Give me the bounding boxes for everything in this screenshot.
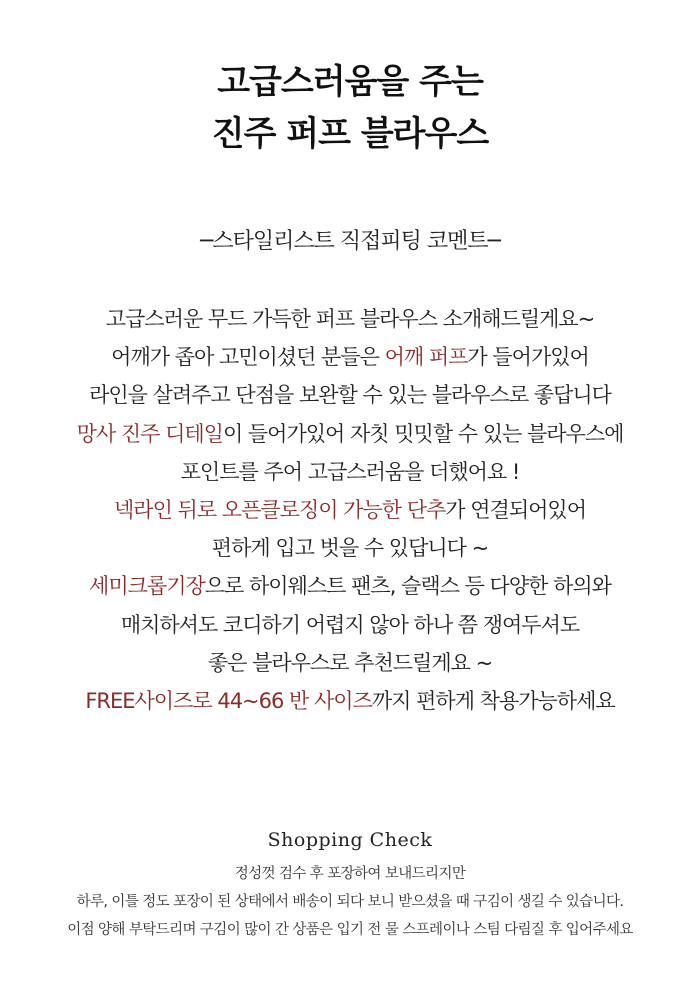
comment-line: 포인트를 주어 고급스러움을 더했어요 ! xyxy=(180,459,520,484)
highlight-text: 넥라인 뒤로 오픈클로징이 가능한 단추 xyxy=(114,497,446,522)
comment-line: 고급스러운 무드 가득한 퍼프 블라우스 소개해드릴게요~ xyxy=(105,307,595,331)
page-title xyxy=(0,56,700,160)
stylist-comment-heading: ─스타일리스트 직접피팅 코멘트─ xyxy=(200,229,500,254)
comment-line xyxy=(0,682,700,720)
comment-line: 매치하셔도 코디하기 어렵지 않아 하나 쯤 쟁여두셔도 xyxy=(120,612,580,637)
comment-text: 으로 하이웨스트 팬츠, 슬랙스 등 다양한 하의와 xyxy=(204,574,611,599)
comment-line xyxy=(0,415,700,453)
comment-text: 어깨가 좁아 고민이셨던 분들은 xyxy=(111,345,385,370)
highlight-text: 세미크롭기장 xyxy=(89,574,205,599)
comment-line: 좋은 블라우스로 추천드릴게요 ~ xyxy=(207,650,493,675)
highlight-text: 어깨 퍼프 xyxy=(384,345,468,370)
notice-line: 이점 양해 부탁드리며 구김이 많이 간 상품은 입기 전 물 스프레이나 스팀 다림질 후 입어주세요 xyxy=(67,922,633,938)
title-line-2: 진주 퍼프 블라우스 xyxy=(211,114,489,154)
stylist-comment-body xyxy=(0,300,700,720)
comment-text: 이 들어가있어 자칫 밋밋할 수 있는 블라우스에 xyxy=(222,421,624,446)
comment-line: 편하게 입고 벗을 수 있답니다 ~ xyxy=(211,536,489,561)
comment-text: 까지 편하게 착용가능하세요 xyxy=(371,688,615,713)
shopping-check-title: Shopping Check xyxy=(267,829,433,851)
comment-line xyxy=(0,491,700,529)
notice-line: 정성껏 검수 후 포장하여 보내드리지만 xyxy=(234,866,466,882)
comment-text: 가 연결되어있어 xyxy=(445,497,586,522)
shopping-check-notice xyxy=(0,860,700,944)
highlight-text: 망사 진주 디테일 xyxy=(76,421,223,446)
comment-line xyxy=(0,338,700,376)
highlight-text: FREE사이즈로 44~66 반 사이즈 xyxy=(85,688,372,713)
comment-line xyxy=(0,567,700,605)
title-line-1: 고급스러움을 주는 xyxy=(217,62,483,102)
notice-line: 하루, 이틀 정도 포장이 된 상태에서 배송이 되다 보니 받으셨을 때 구김이 생길 수 있습니다. xyxy=(76,894,624,910)
comment-line: 라인을 살려주고 단점을 보완할 수 있는 블라우스로 좋답니다 xyxy=(89,383,611,408)
comment-text: 가 들어가있어 xyxy=(467,345,589,370)
